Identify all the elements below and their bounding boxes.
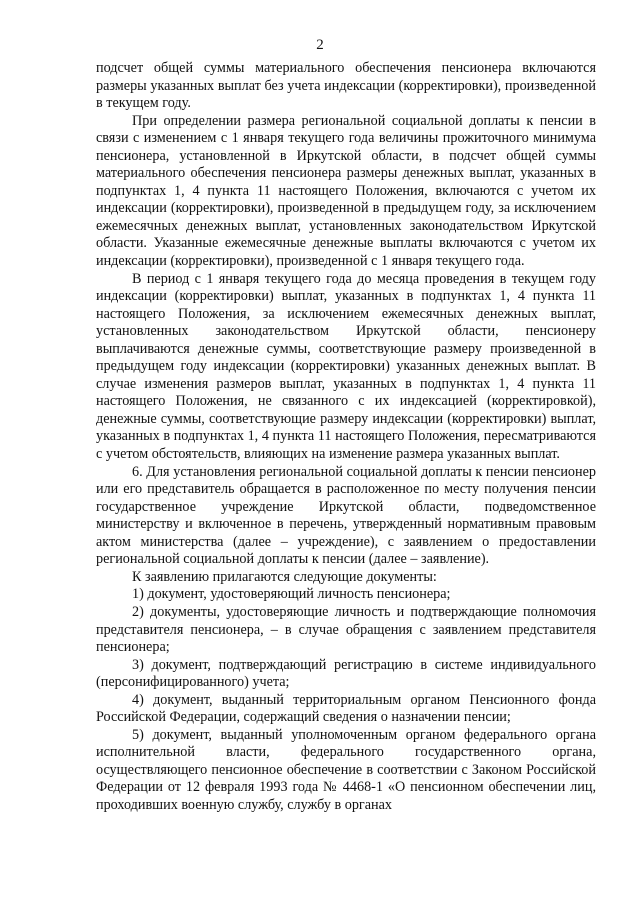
paragraph-continuation: подсчет общей суммы материального обеспечения пенсионера включаются размеры указанных выплат без учета индексации (корректировки), произведенной в текущем году. <box>96 60 596 112</box>
list-item-document-1: 1) документ, удостоверяющий личность пенсионера; <box>132 586 451 603</box>
document-body <box>96 60 596 815</box>
list-item-document-4: 4) документ, выданный территориальным органом Пенсионного фонда Российской Федерации, содержащий сведения о назначении пенсии; <box>96 691 596 726</box>
list-item-document-5: 5) документ, выданный уполномоченным органом федерального органа исполнительной власти, федерального государственного органа, осуществляющего пенсионное обеспечение в соответствии с Законом Российской Федерации от 12 февраля 1993 года № 4468-1 «О пенсионном обеспечении лиц, проходивших военную службу, службу в органах <box>96 726 596 813</box>
paragraph-payment-period: В период с 1 января текущего года до месяца проведения в текущем году индексации (корректировки) выплат, указанных в подпунктах 1, 4 пункта 11 настоящего Положения, за исключением ежемесячных денежных выплат, установленных законодательством Иркутской области, пенсионеру выплачиваются денежные суммы, соответствующие размеру произведенной в предыдущем году индексации (корректировки) указанных денежных выплат. В случае изменения размеров выплат, указанных в подпунктах 1, 4 пункта 11 настоящего Положения, не связанного с их индексацией (корректировкой), денежные суммы, соответствующие размеру индексации (корректировки) выплат, указанных в подпунктах 1, 4 пункта 11 настоящего Положения, пересматриваются с учетом обстоятельств, влияющих на изменение размера указанных выплат. <box>96 270 596 463</box>
paragraph-clause-6: 6. Для установления региональной социальной доплаты к пенсии пенсионер или его представитель обращается в расположенное по месту получения пенсии государственное учреждение Иркутской области, подведомственное министерству и включенное в перечень, утвержденный нормативным правовым актом министерства (далее – учреждение), с заявлением о предоставлении региональной социальной доплаты к пенсии (далее – заявление). <box>96 463 596 568</box>
page-number: 2 <box>316 37 324 53</box>
list-item-document-3: 3) документ, подтверждающий регистрацию в системе индивидуального (персонифицированного) учета; <box>96 656 596 691</box>
list-item-document-2: 2) документы, удостоверяющие личность и подтверждающие полномочия представителя пенсионера, – в случае обращения с заявлением представителя пенсионера; <box>96 603 596 656</box>
paragraph-regional-allowance-indexation: При определении размера региональной социальной доплаты к пенсии в связи с изменением с 1 января текущего года величины прожиточного минимума пенсионера, установленной в Иркутской области, в подсчет общей суммы материального обеспечения пенсионера размеры денежных выплат, указанных в подпунктах 1, 4 пункта 11 настоящего Положения, включаются с учетом их индексации (корректировки), произведенной в предыдущем году, за исключением ежемесячных денежных выплат, установленных законодательством Иркутской области. Указанные ежемесячные денежные выплаты включаются с учетом их индексации (корректировки), произведенной с 1 января текущего года. <box>96 112 596 270</box>
paragraph-documents-intro: К заявлению прилагаются следующие документы: <box>132 568 437 585</box>
